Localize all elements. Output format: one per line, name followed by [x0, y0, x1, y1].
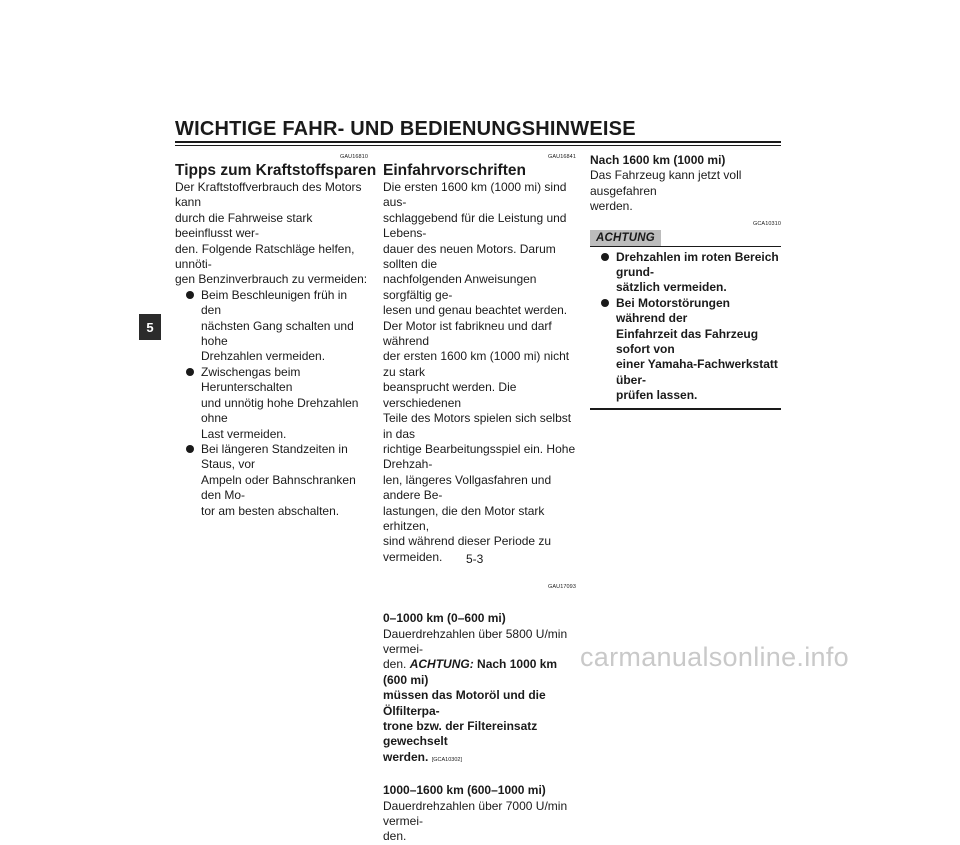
inline-code: [GCA10302] — [431, 756, 462, 763]
list-item: Zwischengas beim Herunterschalten und unnötig hohe Drehzahlen ohne Last vermeiden. — [175, 365, 368, 442]
page-number: 5-3 — [466, 552, 484, 566]
chapter-tab: 5 — [139, 314, 161, 340]
section-code: GCA10310 — [752, 220, 781, 227]
stage1-paragraph: Dauerdrehzahlen über 5800 U/min vermei- den. ACHTUNG: Nach 1000 km (600 mi) müssen das Motoröl und die Ölfilterpa- trone bzw. der Filtereinsatz gewechselt werden. [GCA10302] — [383, 626, 568, 764]
bullet-icon — [186, 368, 194, 376]
warning-rule-top — [590, 246, 781, 247]
section-code: GAU16841 — [547, 154, 576, 160]
right-column — [590, 153, 781, 410]
warning-box — [590, 230, 781, 410]
subheading-1000-1600: 1000–1600 km (600–1000 mi) — [383, 783, 546, 798]
middle-column — [383, 153, 576, 845]
list-item: Drehzahlen im roten Bereich grund- sätzlich vermeiden. — [590, 250, 781, 296]
list-item: Bei längeren Standzeiten in Staus, vor Ampeln oder Bahnschranken den Mo- tor am besten abschalten. — [175, 442, 368, 519]
stage2-paragraph: Dauerdrehzahlen über 7000 U/min vermei- den. — [383, 798, 568, 844]
list-item: Bei Motorstörungen während der Einfahrzeit das Fahrzeug sofort von einer Yamaha-Fachwerkstatt über- prüfen lassen. — [590, 296, 781, 404]
tips-list — [175, 288, 368, 519]
break-in-paragraph: Die ersten 1600 km (1000 mi) sind aus- schlaggebend für die Leistung und Lebens- dauer des neuen Motors. Darum sollten die nachfolgenden Anweisungen sorgfältig ge- lesen und genau beachtet werden. — [383, 180, 568, 318]
warning-rule-bottom — [590, 408, 781, 410]
list-item: Beim Beschleunigen früh in den nächsten Gang schalten und hohe Drehzahlen vermeiden. — [175, 288, 368, 365]
section-heading: Tipps zum Kraftstoffsparen — [175, 162, 377, 179]
bullet-icon — [601, 299, 609, 307]
bullet-icon — [186, 291, 194, 299]
engine-paragraph: Der Motor ist fabrikneu und darf während der ersten 1600 km (1000 mi) nicht zu stark beansprucht werden. Die verschiedenen Teile des Motors spielen sich selbst in das richtige Bearbeitungsspiel ein. Hohe Drehzah- len, längeres Vollgasfahren und andere Be- lastungen, die den Motor stark erhitzen, sind während dieser Periode zu vermeiden. — [383, 318, 576, 564]
achtung-badge: ACHTUNG — [590, 230, 661, 246]
title-rule-thick — [175, 141, 781, 143]
page-title: WICHTIGE FAHR- UND BEDIENUNGSHINWEISE — [175, 118, 636, 140]
watermark: carmanualsonline.info — [580, 642, 849, 672]
subheading-0-1000: 0–1000 km (0–600 mi) — [383, 611, 506, 626]
subheading-after-1600: Nach 1600 km (1000 mi) — [590, 153, 726, 167]
section-heading: Einfahrvorschriften — [383, 162, 526, 179]
after-paragraph: Das Fahrzeug kann jetzt voll ausgefahren werden. — [590, 168, 742, 214]
section-code: GAU17093 — [547, 584, 576, 591]
title-rule-thin — [175, 145, 781, 146]
intro-paragraph: Der Kraftstoffverbrauch des Motors kann durch die Fahrweise stark beeinflusst wer- den. Folgende Ratschläge helfen, unnöti- gen Benzinverbrauch zu vermeiden: — [175, 180, 368, 287]
left-column — [175, 153, 377, 519]
bullet-icon — [601, 253, 609, 261]
section-code: GAU16810 — [339, 154, 368, 160]
bullet-icon — [186, 445, 194, 453]
warning-list — [590, 250, 781, 404]
